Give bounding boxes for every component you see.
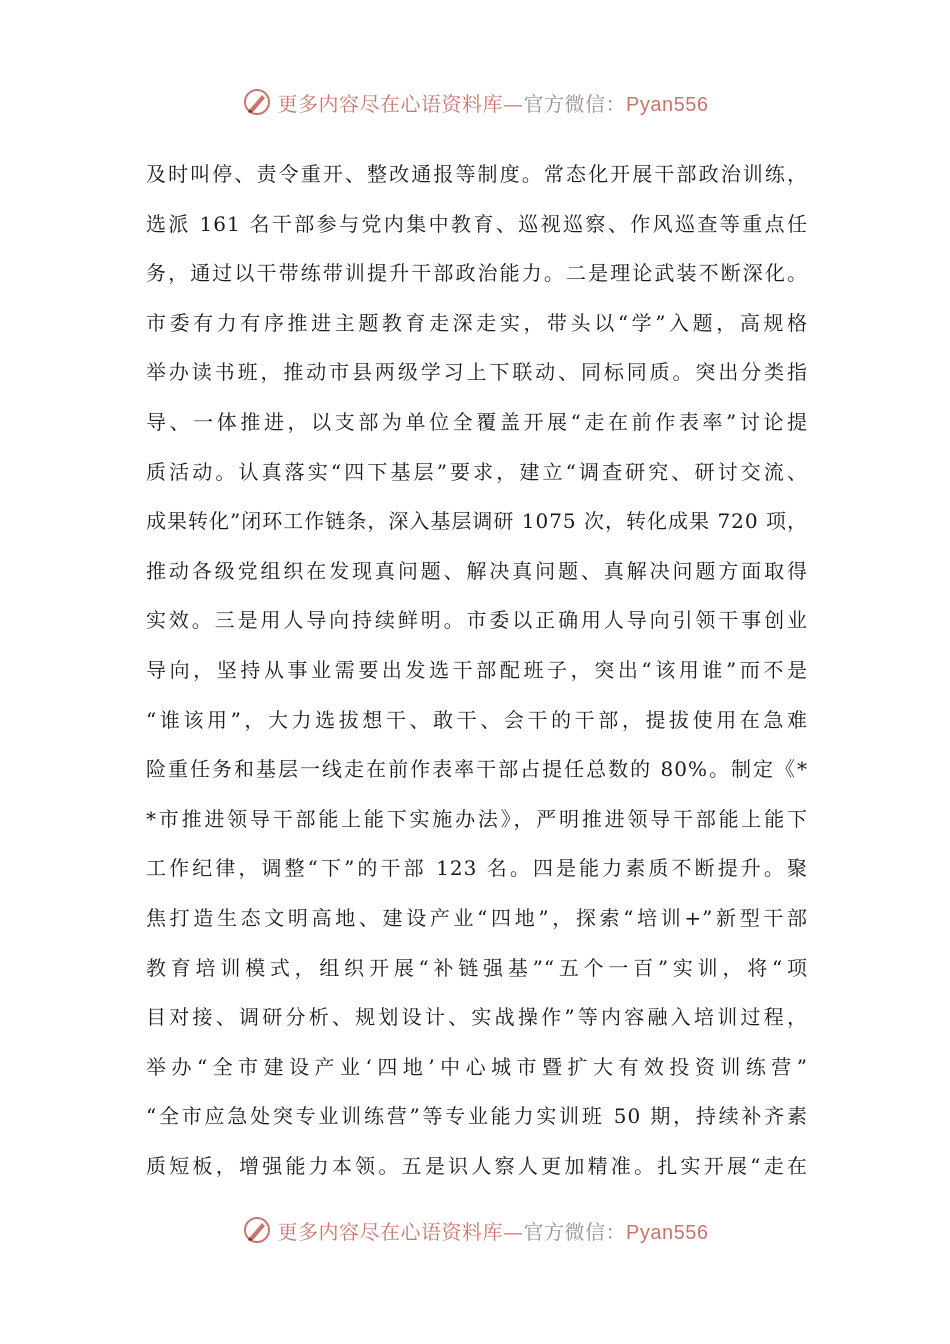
footer-banner-title: 更多内容尽在心语资料库 <box>277 1219 504 1244</box>
header-banner <box>0 82 950 122</box>
body-line: 选派 161 名干部参与党内集中教育、巡视巡察、作风巡查等重点任 <box>146 211 808 236</box>
body-line: 目对接、调研分析、规划设计、实战操作”等内容融入培训过程， <box>146 1005 808 1030</box>
body-line: “全市应急处突专业训练营”等专业能力实训班 50 期，持续补齐素 <box>146 1104 808 1129</box>
footer-wechat-id: Pyan556 <box>626 1221 709 1244</box>
body-line: 导向，坚持从事业需要出发选干部配班子，突出“该用谁”而不是 <box>146 657 808 682</box>
body-line: 及时叫停、责令重开、整改通报等制度。常态化开展干部政治训练， <box>146 162 808 186</box>
body-line: 教育培训模式，组织开展“补链强基”“五个一百”实训，将“项 <box>146 955 808 980</box>
body-line: 推动各级党组织在发现真问题、解决真问题、真解决问题方面取得 <box>146 558 808 583</box>
footer-banner-separator: — <box>503 1219 524 1244</box>
body-line: 质短板，增强能力本领。五是识人察人更加精准。扎实开展“走在 <box>146 1153 808 1178</box>
footer-banner-text <box>278 1216 709 1245</box>
body-line: “谁该用”，大力选拔想干、敢干、会干的干部，提拔使用在急难 <box>146 707 808 732</box>
footer-wechat-label: 官方微信： <box>523 1219 627 1244</box>
body-line: 实效。三是用人导向持续鲜明。市委以正确用人导向引领干事创业 <box>146 608 808 633</box>
pen-logo-icon <box>242 87 272 117</box>
body-line: 市委有力有序推进主题教育走深走实，带头以“学”入题，高规格 <box>146 310 808 335</box>
header-banner-text <box>278 88 709 117</box>
pen-logo-icon <box>242 1215 272 1245</box>
body-line: 工作纪律，调整“下”的干部 123 名。四是能力素质不断提升。聚 <box>146 856 808 881</box>
header-banner-separator: — <box>503 91 524 116</box>
body-line: 焦打造生态文明高地、建设产业“四地”，探索“培训+”新型干部 <box>146 905 808 930</box>
body-line: *市推进领导干部能上能下实施办法》，严明推进领导干部能上能下 <box>146 806 808 831</box>
body-line: 成果转化”闭环工作链条，深入基层调研 1075 次，转化成果 720 项， <box>146 509 808 534</box>
header-wechat-id: Pyan556 <box>626 93 709 116</box>
body-line: 务，通过以干带练带训提升干部政治能力。二是理论武装不断深化。 <box>146 261 808 286</box>
header-banner-title: 更多内容尽在心语资料库 <box>277 91 504 116</box>
document-body <box>146 150 808 1191</box>
body-line: 举办读书班，推动市县两级学习上下联动、同标同质。突出分类指 <box>146 360 808 385</box>
footer-banner <box>0 1210 950 1250</box>
body-line: 险重任务和基层一线走在前作表率干部占提任总数的 80%。制定《* <box>146 757 808 782</box>
body-line: 举办“全市建设产业‘四地’中心城市暨扩大有效投资训练营” <box>146 1054 808 1079</box>
body-line: 导、一体推进，以支部为单位全覆盖开展“走在前作表率”讨论提 <box>146 409 808 434</box>
body-line: 质活动。认真落实“四下基层”要求，建立“调查研究、研讨交流、 <box>146 459 808 484</box>
header-wechat-label: 官方微信： <box>523 91 627 116</box>
